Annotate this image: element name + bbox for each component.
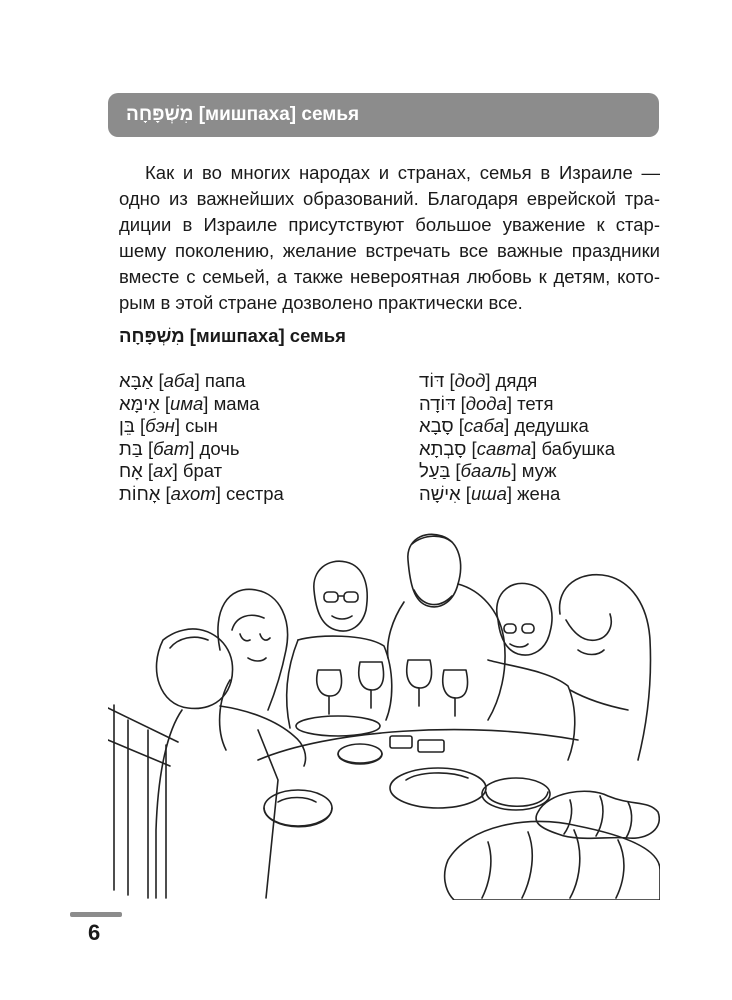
vocab-hebrew: בַּעַל <box>419 460 451 481</box>
paragraph-line: шему поколению, желание встречать все важные праздники <box>119 240 660 261</box>
vocab-meaning: сестра <box>225 482 284 504</box>
vocab-transliteration: аба <box>163 370 195 391</box>
vocab-meaning: мама <box>213 392 260 414</box>
vocab-hebrew: בֵּן <box>119 415 135 436</box>
vocab-meaning: бабушка <box>541 437 615 459</box>
paragraph-line: диции в Израиле присутствуют большое уважение к стар- <box>119 214 660 235</box>
intro-paragraph <box>119 160 660 316</box>
vocab-meaning: брат <box>182 460 223 481</box>
vocab-item: סָבָא [саба] дедушка <box>419 415 589 436</box>
vocab-hebrew: אִימָּא <box>119 392 160 414</box>
vocab-meaning: сын <box>185 415 218 436</box>
boy-figure <box>156 629 306 898</box>
vocab-hebrew: סָבָא <box>419 415 454 436</box>
table-and-dishes <box>258 716 578 827</box>
vocab-item: אָחוֹת [ахот] сестра <box>119 482 284 504</box>
section-title: מִשְׁפָּחָה [мишпаха] семья <box>126 104 360 125</box>
chair-drawing <box>108 705 178 898</box>
vocab-transliteration: дода <box>465 392 507 414</box>
vocab-transliteration: дод <box>454 370 486 391</box>
vocab-hebrew: אִישָׁה <box>419 482 461 504</box>
vocab-transliteration: има <box>170 392 204 414</box>
vocab-meaning: дедушка <box>514 415 589 436</box>
vocab-hebrew: סָבְתָא <box>419 437 467 459</box>
vocab-transliteration: ахот <box>170 482 216 504</box>
vocab-hebrew: דּוֹד <box>419 370 445 391</box>
paragraph-line: Как и во многих народах и странах, семья в Израиле — <box>145 162 660 183</box>
vocab-hebrew: בַּת <box>119 437 143 459</box>
vocab-meaning: жена <box>517 482 561 504</box>
vocab-item: אָח [ах] брат <box>119 460 223 481</box>
section-banner <box>108 93 659 137</box>
vocab-list-right <box>419 370 615 505</box>
vocab-transliteration: бат <box>153 437 190 459</box>
page-number: 6 <box>88 920 101 945</box>
vocab-transliteration: савта <box>476 437 532 459</box>
vocab-item: אִימָּא [има] мама <box>119 392 260 414</box>
vocab-item: דּוֹד [дод] дядя <box>419 370 538 391</box>
vocab-transliteration: иша <box>470 482 507 504</box>
vocab-item: אַבָּא [аба] папа <box>119 370 246 391</box>
vocab-item: בַּעַל [бааль] муж <box>419 460 557 481</box>
paragraph-line: одно из важнейших образований. Благодаря еврейской тра- <box>119 188 660 209</box>
vocab-meaning: папа <box>204 370 246 391</box>
vocab-hebrew: דּוֹדָה <box>419 392 456 414</box>
footer-bar <box>70 912 122 917</box>
woman-left-figure <box>218 589 288 750</box>
vocab-item: אִישָׁה [иша] жена <box>419 482 561 504</box>
vocab-item: סָבְתָא [савта] бабушка <box>419 437 615 459</box>
vocab-meaning: дядя <box>495 370 538 391</box>
vocab-heading: מִשְׁפָּחָה [мишпаха] семья <box>119 325 346 346</box>
woman-right-figure <box>560 575 651 760</box>
vocab-hebrew: אָחוֹת <box>119 482 161 504</box>
paragraph-line: вместе с семьей, а также невероятная любовь к детям, кото- <box>119 266 660 287</box>
vocab-meaning: тетя <box>517 392 554 414</box>
vocab-item: בֵּן [бэн] сын <box>119 415 218 436</box>
vocab-item: בַּת [бат] дочь <box>119 437 240 459</box>
vocab-list-left <box>119 370 284 505</box>
grandfather-figure <box>287 561 392 728</box>
family-dinner-illustration <box>108 530 660 900</box>
vocab-hebrew: אַבָּא <box>119 370 154 391</box>
vocab-transliteration: ах <box>153 460 173 481</box>
vocab-item: דּוֹדָה [дода] тетя <box>419 392 554 414</box>
vocab-hebrew: אָח <box>119 460 143 481</box>
vocab-transliteration: бааль <box>460 460 512 481</box>
vocab-transliteration: бэн <box>145 415 175 436</box>
challah-bread <box>445 791 660 900</box>
vocab-meaning: дочь <box>199 437 240 459</box>
paragraph-line: рым в этой стране дозволено практически все. <box>119 292 523 313</box>
vocab-transliteration: саба <box>463 415 505 436</box>
vocab-meaning: муж <box>521 460 557 481</box>
